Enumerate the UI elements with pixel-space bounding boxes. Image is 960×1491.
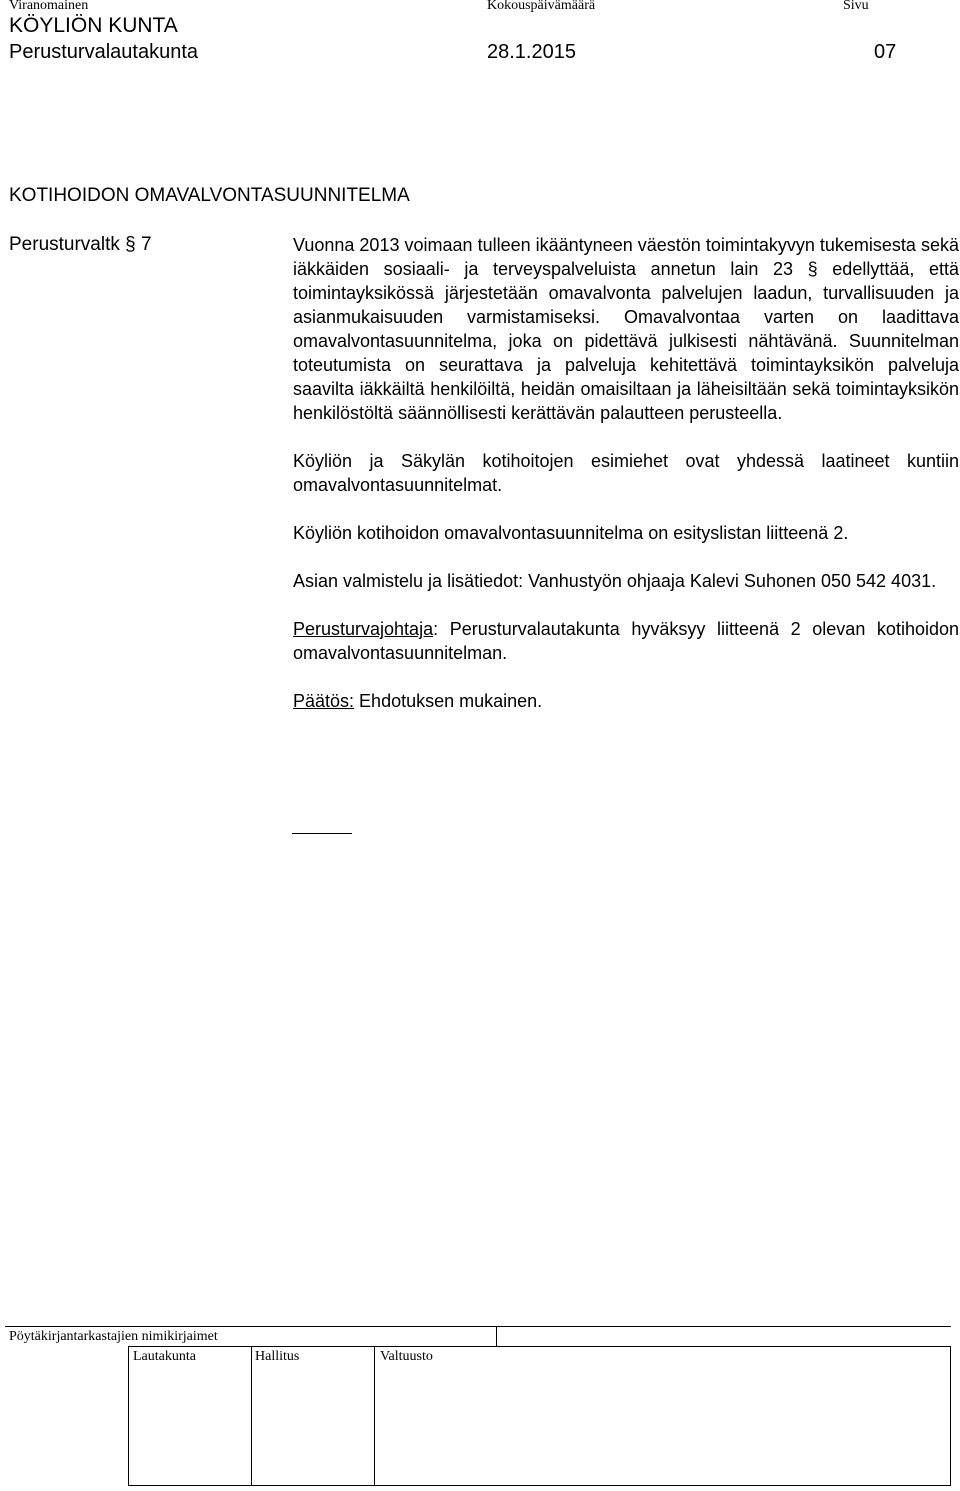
signature-col-government: Hallitus <box>255 1349 300 1364</box>
signature-box-divider <box>251 1347 252 1485</box>
label-meeting-date: Kokouspäivämäärä <box>487 0 596 13</box>
paragraph-background: Vuonna 2013 voimaan tulleen ikääntyneen väestön toimintakyvyn tukemisesta sekä iäkkäiden sosiaali- ja terveyspalveluista annetun lain 23 § edellyttää, että toimintayksikössä järjestetään omavalvonta palvelujen laadun, turvallisuuden ja asianmukaisuuden varmistamiseksi. Omavalvontaa varten on laadittava omavalvontasuunnitelma, joka on pidettävä julkisesti nähtävänä. Suunnitelman toteutumista on seurattava ja palveluja kehitettävä toimintayksikön palveluja saavilta iäkkäiltä henkilöiltä, heidän omaisiltaan ja läheisiltään sekä toimintayksikön henkilöstöltä säännöllisesti kerättävän palautteen perusteella. <box>293 235 959 423</box>
paragraph-decision <box>293 689 959 713</box>
meeting-date: 28.1.2015 <box>487 41 576 63</box>
paragraph-preparation: Asian valmistelu ja lisätiedot: Vanhustyön ohjaaja Kalevi Suhonen 050 542 4031. <box>293 571 937 591</box>
board-name: Perusturvalautakunta <box>9 41 199 63</box>
document-title: KOTIHOIDON OMAVALVONTASUUNNITELMA <box>9 185 410 206</box>
proposal-label: Perusturvajohtaja <box>293 619 434 639</box>
proposal-separator: : <box>433 619 439 639</box>
signatures-label: Pöytäkirjantarkastajien nimikirjaimet <box>9 1329 218 1344</box>
decision-text: Ehdotuksen mukainen. <box>354 691 543 711</box>
decision-label: Päätös: <box>293 691 355 711</box>
organization-name: KÖYLIÖN KUNTA <box>9 14 178 37</box>
label-page: Sivu <box>843 0 869 13</box>
proposal-text: Perusturvalautakunta hyväksyy liitteenä 2 olevan kotihoidon omavalvontasuunnitelman. <box>293 619 959 663</box>
footer-divider <box>496 1326 497 1346</box>
footer-top-rule <box>5 1326 951 1327</box>
paragraph-plans: Köyliön ja Säkylän kotihoitojen esimiehet ovat yhdessä laatineet kuntiin omavalvontasuunnitelmat. <box>293 451 959 495</box>
signature-box <box>128 1346 951 1486</box>
section-reference: Perusturvaltk § 7 <box>9 234 152 255</box>
label-authority: Viranomainen <box>9 0 89 13</box>
paragraph-proposal <box>293 617 959 665</box>
page-number: 07 <box>874 41 897 63</box>
signature-box-divider <box>374 1347 375 1485</box>
signature-col-council: Valtuusto <box>380 1349 433 1364</box>
document-body <box>293 233 959 737</box>
paragraph-attachment: Köyliön kotihoidon omavalvontasuunnitelma on esityslistan liitteenä 2. <box>293 523 849 543</box>
signature-col-board: Lautakunta <box>133 1349 196 1364</box>
end-rule <box>292 833 352 834</box>
